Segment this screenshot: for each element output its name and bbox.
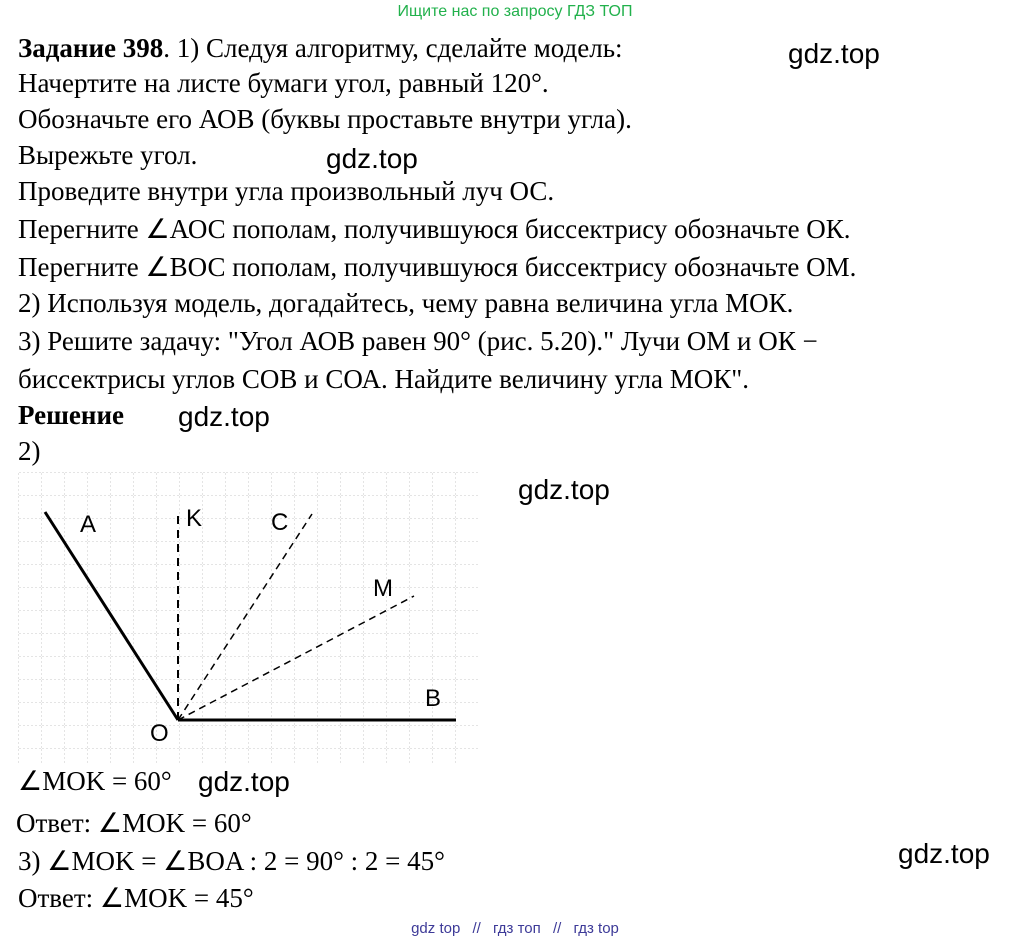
watermark: gdz.top — [326, 143, 418, 174]
result-line: ∠MOK = 60° — [18, 766, 172, 796]
answer-line-1: Ответ: ∠MOK = 60° — [16, 808, 252, 838]
footer-link[interactable]: gdz top — [411, 920, 461, 937]
footer-separator: // — [472, 920, 481, 937]
task-line: Начертите на листе бумаги угол, равный 120°. — [18, 68, 549, 98]
watermark: gdz.top — [898, 838, 990, 869]
footer-link[interactable]: гдз топ — [493, 920, 541, 937]
label-k: K — [186, 505, 203, 532]
footer-separator: // — [552, 920, 562, 937]
top-banner: Ищите нас по запросу ГДЗ ТОП — [397, 3, 633, 20]
solution-heading: Решение — [18, 400, 124, 430]
task-line: биссектрисы углов СОВ и СОА. Найдите величину угла МОК". — [18, 364, 750, 394]
watermark: gdz.top — [788, 38, 880, 69]
task-line: 3) Решите задачу: "Угол АОВ равен 90° (рис. 5.20)." Лучи ОМ и ОК − — [18, 326, 818, 356]
task-step-1-intro: . 1) Следуя алгоритму, сделайте модель: — [163, 33, 623, 63]
task-number: Задание 398 — [18, 33, 164, 63]
watermark: gdz.top — [178, 401, 270, 432]
footer-link[interactable]: гдз top — [573, 920, 619, 937]
label-c: C — [271, 509, 289, 536]
task-line: Обозначьте его АОВ (буквы проставьте внутри угла). — [18, 104, 632, 134]
task-line: 2) Используя модель, догадайтесь, чему равна величина угла МОК. — [18, 288, 794, 318]
part-3-solution: 3) ∠MOK = ∠BOA : 2 = 90° : 2 = 45° — [18, 846, 445, 876]
task-title-line — [18, 30, 623, 66]
footer-links — [0, 920, 1030, 937]
task-line: Проведите внутри угла произвольный луч ОС. — [18, 176, 555, 206]
label-m: M — [373, 575, 393, 602]
task-line: Вырежьте угол. — [18, 140, 198, 170]
task-line: Перегните ∠ВОС пополам, получившуюся биссектрису обозначьте ОМ. — [18, 252, 857, 282]
label-b: B — [425, 685, 442, 712]
angle-figure — [18, 472, 478, 764]
watermark: gdz.top — [518, 474, 610, 505]
label-o: O — [150, 720, 169, 747]
label-a: A — [80, 511, 97, 538]
task-line: Перегните ∠АОС пополам, получившуюся биссектрису обозначьте ОК. — [18, 214, 851, 244]
answer-line-2: Ответ: ∠MOK = 45° — [18, 883, 254, 913]
watermark: gdz.top — [198, 766, 290, 797]
solution-part-2-label: 2) — [18, 436, 41, 466]
